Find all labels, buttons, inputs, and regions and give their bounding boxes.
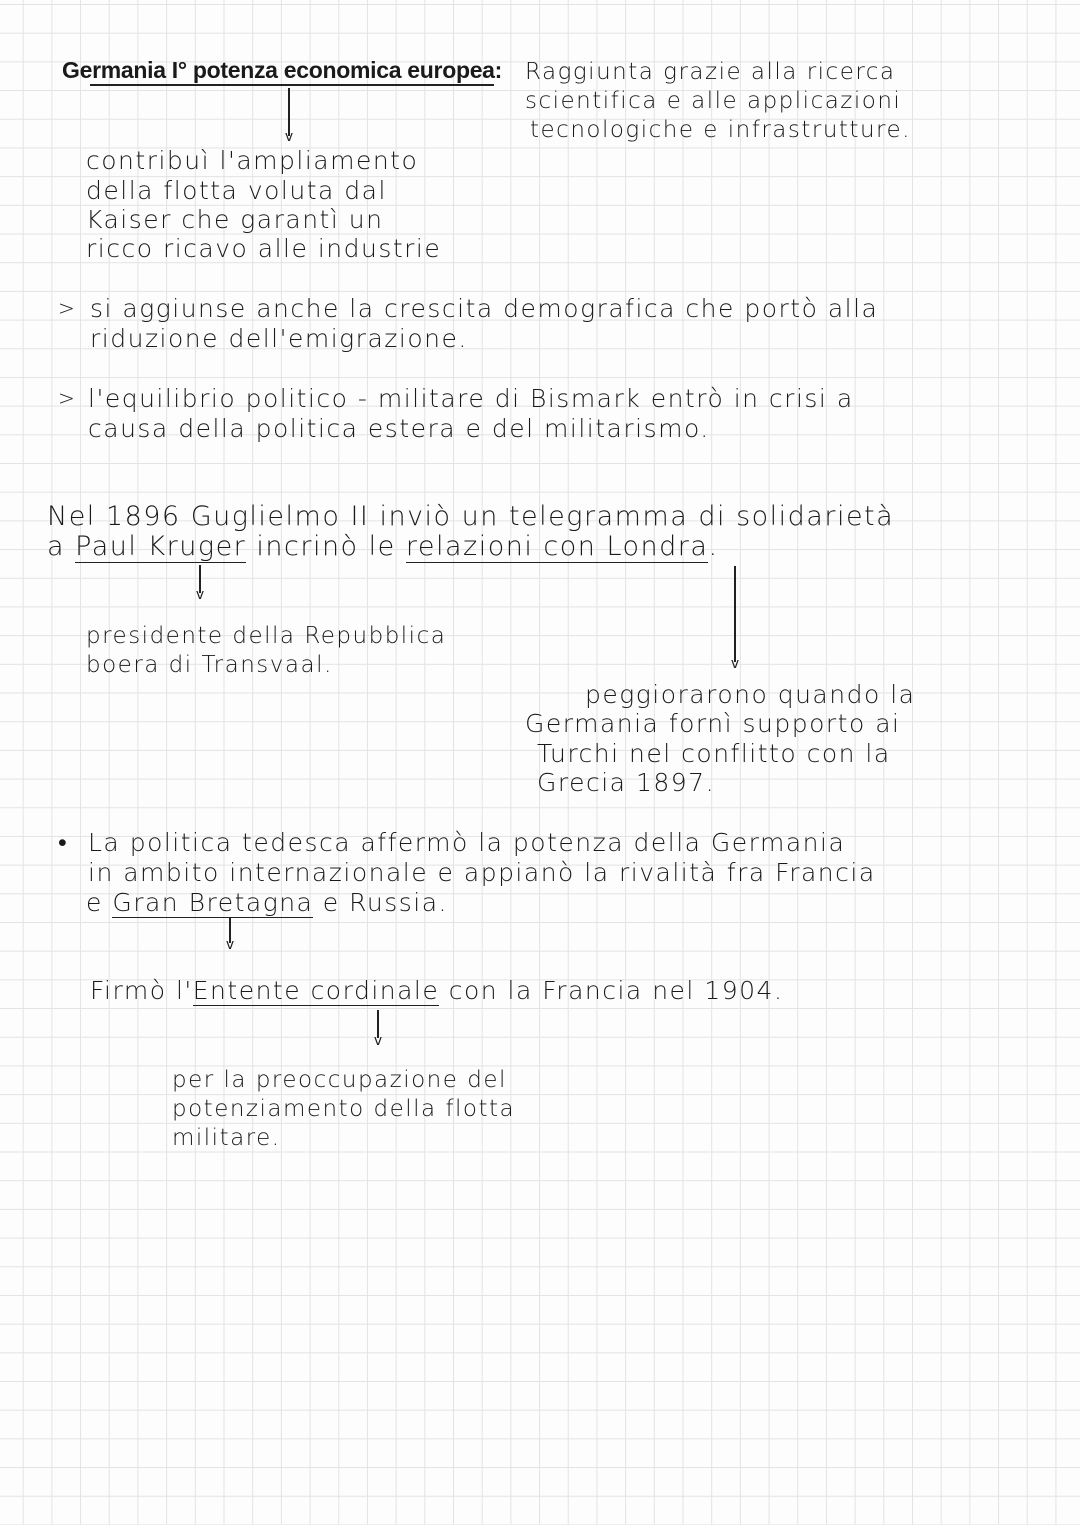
entente-line	[90, 976, 783, 1005]
entente-note-1: per la preoccupazione del	[172, 1067, 507, 1093]
point1-line2: riduzione dell'emigrazione.	[90, 324, 468, 353]
point2-line2: causa della politica estera e del militarismo.	[88, 414, 710, 443]
arrow-head-icon: v	[373, 1033, 383, 1049]
relations-note-2: Germania fornì supporto ai	[525, 709, 901, 738]
entente-cordiale: Entente cordinale	[192, 976, 440, 1005]
arrow-head-icon: v	[195, 587, 205, 603]
right-note-3: tecnologiche e infrastrutture.	[530, 117, 911, 143]
bullet-line3	[86, 888, 448, 917]
relations-london: relazioni con Londra	[405, 531, 709, 562]
relations-note-4: Grecia 1897.	[537, 768, 716, 797]
title-underline	[90, 84, 494, 86]
relations-note-1: peggiorarono quando la	[585, 680, 916, 709]
arrow-head-icon: v	[284, 129, 294, 145]
point2-marker: >	[58, 386, 77, 410]
text: e	[86, 888, 113, 917]
entente-note-3: militare.	[172, 1125, 281, 1151]
text: incrinò le	[246, 531, 406, 562]
arrow-head-icon: v	[225, 937, 235, 953]
contribution-4: ricco ricavo alle industrie	[86, 234, 442, 263]
right-note-1: Raggiunta grazie alla ricerca	[525, 59, 896, 85]
telegram-line2	[47, 532, 719, 561]
entente-note-2: potenziamento della flotta	[172, 1096, 516, 1122]
arrow-line	[734, 566, 736, 662]
bullet-marker: •	[58, 828, 69, 857]
text: a	[47, 531, 76, 562]
bullet-line2: in ambito internazionale e appianò la rivalità fra Francia	[88, 858, 876, 887]
gran-bretagna: Gran Bretagna	[112, 888, 314, 917]
point1-line1: si aggiunse anche la crescita demografica che portò alla	[90, 294, 879, 323]
relations-note-3: Turchi nel conflitto con la	[537, 739, 891, 768]
text: .	[708, 531, 719, 562]
contribution-3: Kaiser che garantì un	[86, 205, 384, 234]
bullet-line1: La politica tedesca affermò la potenza della Germania	[88, 828, 846, 857]
right-note-2: scientifica e alle applicazioni	[525, 88, 902, 114]
paul-kruger: Paul Kruger	[75, 531, 247, 562]
kruger-note-1: presidente della Repubblica	[86, 623, 447, 649]
point1-marker: >	[58, 296, 77, 320]
contribution-2: della flotta voluta dal	[86, 176, 387, 205]
contribution-1: contribuì l'ampliamento	[86, 146, 419, 175]
page-title: Germania I° potenza economica europea:	[62, 57, 503, 83]
point2-line1: l'equilibrio politico - militare di Bismark entrò in crisi a	[88, 384, 854, 413]
text: e Russia.	[313, 888, 448, 917]
text: con la Francia nel 1904.	[439, 976, 784, 1005]
kruger-note-2: boera di Transvaal.	[86, 652, 333, 678]
arrow-head-icon: v	[730, 656, 740, 672]
text: Firmò l'	[90, 976, 193, 1005]
telegram-line1: Nel 1896 Guglielmo II inviò un telegramma di solidarietà	[47, 501, 895, 532]
